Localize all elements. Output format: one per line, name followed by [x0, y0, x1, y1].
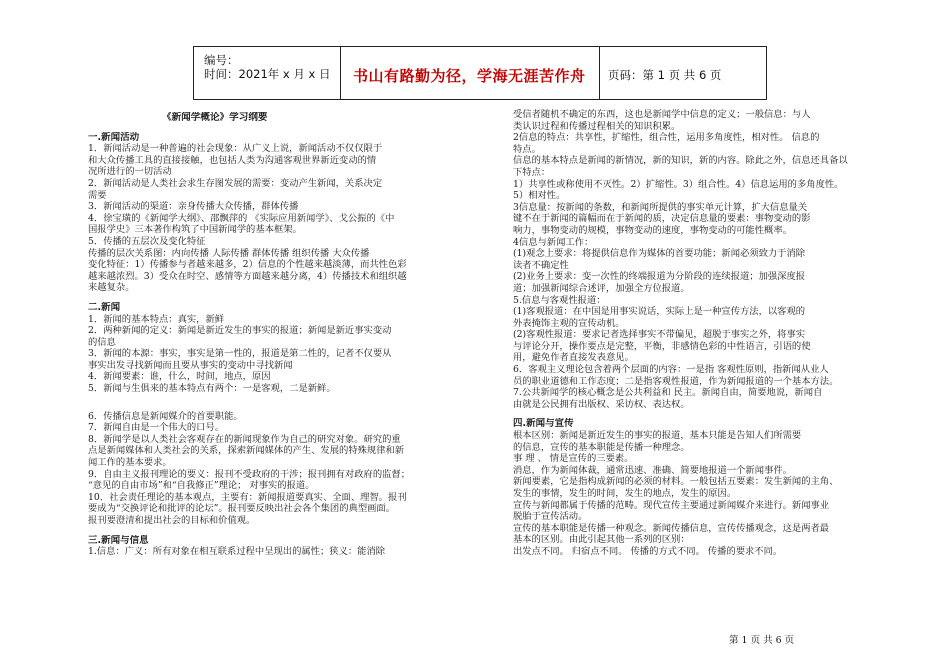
- number-label: 编号：: [204, 53, 239, 67]
- left-text-column: [88, 112, 410, 558]
- text-line: 的信息，宣传的基本职能是传播一种理念。: [513, 441, 690, 453]
- spacer: [513, 410, 848, 418]
- spacer: [88, 395, 410, 403]
- text-line: 2信息的特点：共享性，扩缩性，组合性，运用多角度性，相对性。 信息的: [513, 132, 820, 144]
- text-line: 需要: [88, 189, 107, 201]
- text-line: 响力，事物变动的规模，事物变动的速度，事物变动的可能性概率。: [513, 224, 792, 236]
- text-line: 事 理 、 情是宣传的三要素。: [513, 453, 634, 465]
- motto-text: 书山有路勤为径，学海无涯苦作舟: [353, 67, 586, 85]
- text-line: “意见的自由市场”和“自我修正”理论； 对事实的报道。: [88, 480, 315, 492]
- text-line: 8．新闻学是以人类社会客观存在的新闻现象作为自己的研究对象。研究的重: [88, 433, 401, 445]
- text-line: 基本的区别。由此引起其他一系列的区别：: [513, 534, 690, 546]
- text-line: 2．新闻活动是人类社会求生存图发展的需要：变动产生新闻，关系决定: [88, 177, 383, 189]
- document-title: 《新闻学概论》学习纲要: [162, 112, 268, 123]
- text-line: 6．客观主义理论包含着两个层面的内容：一是指 客观性原则，指新闻从业人: [513, 364, 829, 376]
- text-line: 传播的层次关系图：内向传播 人际传播 群体传播 组织传播 大众传播: [88, 247, 370, 259]
- text-line: 键不在于新闻的篇幅而在于新闻的质，决定信息量的要素：事物变动的影: [513, 213, 811, 225]
- right-text-column: [513, 109, 848, 558]
- text-line: 要成为“交换评论和批评的论坛”。报刊要反映出社会各个集团的典型画面。: [88, 503, 396, 515]
- section-heading: 一.新闻活动: [88, 131, 140, 143]
- text-line: 点是新闻媒体和人类社会的关系，探索新闻媒体的产生、发展的特殊规律和新: [88, 445, 405, 457]
- text-line: 下特点：: [513, 166, 551, 178]
- section-heading: 四.新闻与宣传: [513, 418, 574, 430]
- text-line: 9．自由主义报刊理论的要义：报刊不受政府的干涉；报刊拥有对政府的监督；: [88, 468, 411, 480]
- text-line: 新闻要素，它是指构成新闻的必须的材料。一般包括五要素：发生新闻的主角、: [513, 476, 839, 488]
- text-line: 3．新闻活动的渠道：亲身传播大众传播，群体传播: [88, 201, 299, 213]
- spacer: [88, 527, 410, 535]
- text-line: 10．社会责任理论的基本观点，主要有：新闻报道要真实、全面、理智。报刊: [88, 491, 407, 503]
- spacer: [88, 294, 410, 302]
- text-line: 1.信息：广义：所有对象在相互联系过程中呈现出的属性；狭义：能消除: [88, 546, 386, 558]
- text-line: 来越复杂。: [88, 282, 135, 294]
- spacer: [88, 124, 410, 132]
- text-line: 脱胎于宣传活动。: [513, 511, 588, 523]
- text-line: 特点。: [513, 143, 541, 155]
- text-line: 变化特征：1）传播参与者越来越多，2）信息的个性越来越淡薄，而共性色彩: [88, 259, 407, 271]
- text-line: 事实出发寻找新闻而且要从事实的变动中寻找新闻: [88, 359, 293, 371]
- page-footer: 第 1 页 共 6 页: [729, 635, 795, 646]
- text-line: 5.信息与客观性报道：: [513, 294, 606, 306]
- text-line: 5．新闻与生俱来的基本特点有两个：一是客观，二是新鲜。: [88, 383, 336, 395]
- header-motto-cell: [341, 47, 600, 99]
- text-line: 1）共享性或称使用不灭性。2）扩缩性。3）组合性。4）信息运用的多角度性。: [513, 178, 844, 190]
- text-line: 出发点不同。 归宿点不同。 传播的方式不同。 传播的要求不同。: [513, 545, 783, 557]
- text-line: 5）相对性。: [513, 190, 566, 202]
- text-line: 读者不确定性: [513, 259, 569, 271]
- text-line: 信息的基本特点是新闻的新情况，新的知识，新的内容。除此之外，信息还具备以: [513, 155, 848, 167]
- text-line: 和大众传播工具的直接接触，也包括人类为沟通客观世界新近变动的情: [88, 154, 377, 166]
- text-line: 与评论分开，操作要点是完整，平衡，非感情色彩的中性语言，引语的使: [513, 340, 811, 352]
- text-line: 7.公共新闻学的核心概念是公共利益和 民主。新闻自由，简要地说，新闻自: [513, 387, 823, 399]
- text-line: 4．新闻要素：谁，什么，时间，地点，原因: [88, 371, 271, 383]
- text-line: 受信者随机不确定的东西，这也是新闻学中信息的定义；一般信息：与人: [513, 109, 811, 120]
- section-heading: 二.新闻: [88, 301, 121, 313]
- text-line: 外表掩饰主观的宣传动机。: [513, 317, 625, 329]
- text-line: 国报学史》三本著作构筑了中国新闻学的基本框架。: [88, 224, 302, 236]
- spacer: [88, 403, 410, 411]
- text-line: (2)业务上要求：变一次性的终端报道为分阶段的连续报道；加强深度报: [513, 271, 806, 283]
- text-line: 4信息与新闻工作：: [513, 236, 594, 248]
- text-line: 6．传播信息是新闻媒介的首要职能。: [88, 410, 243, 422]
- text-line: 由就是公民拥有出版权、采访权、表达权。: [513, 398, 690, 410]
- text-line: 消息，作为新闻体裁，通常迅速、准确、简要地报道一个新闻事件。: [513, 464, 792, 476]
- text-line: 1．新闻活动是一种普遍的社会现象：从广义上说，新闻活动不仅仅限于: [88, 143, 383, 155]
- text-line: 类认识过程和传播过程相关的知识积累。: [513, 120, 681, 132]
- text-line: 员的职业道德和工作态度；二是指客观性报道，作为新闻报道的一个基本方法。: [513, 375, 839, 387]
- text-line: (2)客观性报道：要求记者选择事实不带偏见，超脱于事实之外，将事实: [513, 329, 806, 341]
- text-line: 发生的事情，发生的时间，发生的地点，发生的原因。: [513, 488, 737, 499]
- text-line: (1)客观报道：在中国是用事实说话，实际上是一种宣传方法，以客观的: [513, 306, 806, 318]
- text-line: 1．新闻的基本特点：真实，新鲜: [88, 313, 225, 325]
- text-line: 况所进行的一切活动: [88, 166, 172, 178]
- text-line: 宣传与新闻都属于传播的范畴。现代宣传主要通过新闻媒介来进行。新闻事业: [513, 499, 830, 511]
- section-heading: 三.新闻与信息: [88, 534, 149, 546]
- time-label: 时间：2021年 x 月 x 日: [204, 67, 331, 81]
- text-line: 根本区别：新闻是新近发生的事实的报道，基本只能是告知人们所需要: [513, 430, 802, 442]
- page-info: 页码：第 1 页 共 6 页: [608, 68, 722, 82]
- text-line: 4．徐宝璜的《新闻学大纲》、邵飘萍的 《实际应用新闻学》、戈公振的《中: [88, 212, 395, 224]
- text-line: 宣传的基本职能是传播一种观念。新闻传播信息，宣传传播观念，这是两者最: [513, 522, 830, 534]
- document-header: [193, 46, 767, 100]
- text-line: 5．传播的五层次及变化特征: [88, 235, 206, 247]
- text-line: 用，避免作者直接发表意见。: [513, 352, 634, 364]
- text-line: 3信息量：按新闻的条数，和新闻所提供的事实单元计算，扩大信息量关: [513, 201, 808, 213]
- header-page-cell: [600, 47, 766, 99]
- header-meta-cell: [194, 47, 341, 99]
- text-line: (1)观念上要求：将提供信息作为媒体的首要功能；新闻必须致力于消除: [513, 248, 806, 260]
- text-line: 道；加强新闻综合述评，加强全方位报道。: [513, 282, 690, 294]
- text-line: 7．新闻自由是一个伟大的口号。: [88, 422, 225, 434]
- text-line: 闻工作的基本要求。: [88, 457, 172, 469]
- text-line: 报刊要澄清和提出社会的目标和价值观。: [88, 515, 256, 526]
- text-line: 2．两种新闻的定义：新闻是新近发生的事实的报道；新闻是新近事实变动: [88, 325, 392, 337]
- text-line: 越来越浓烈。3）受众在时空、感情等方面越来越分离，4）传播技术和组织越: [88, 270, 407, 282]
- text-line: 的信息: [88, 336, 116, 348]
- text-line: 3．新闻的本源：事实，事实是第一性的，报道是第二性的，记者不仅要从: [88, 348, 392, 360]
